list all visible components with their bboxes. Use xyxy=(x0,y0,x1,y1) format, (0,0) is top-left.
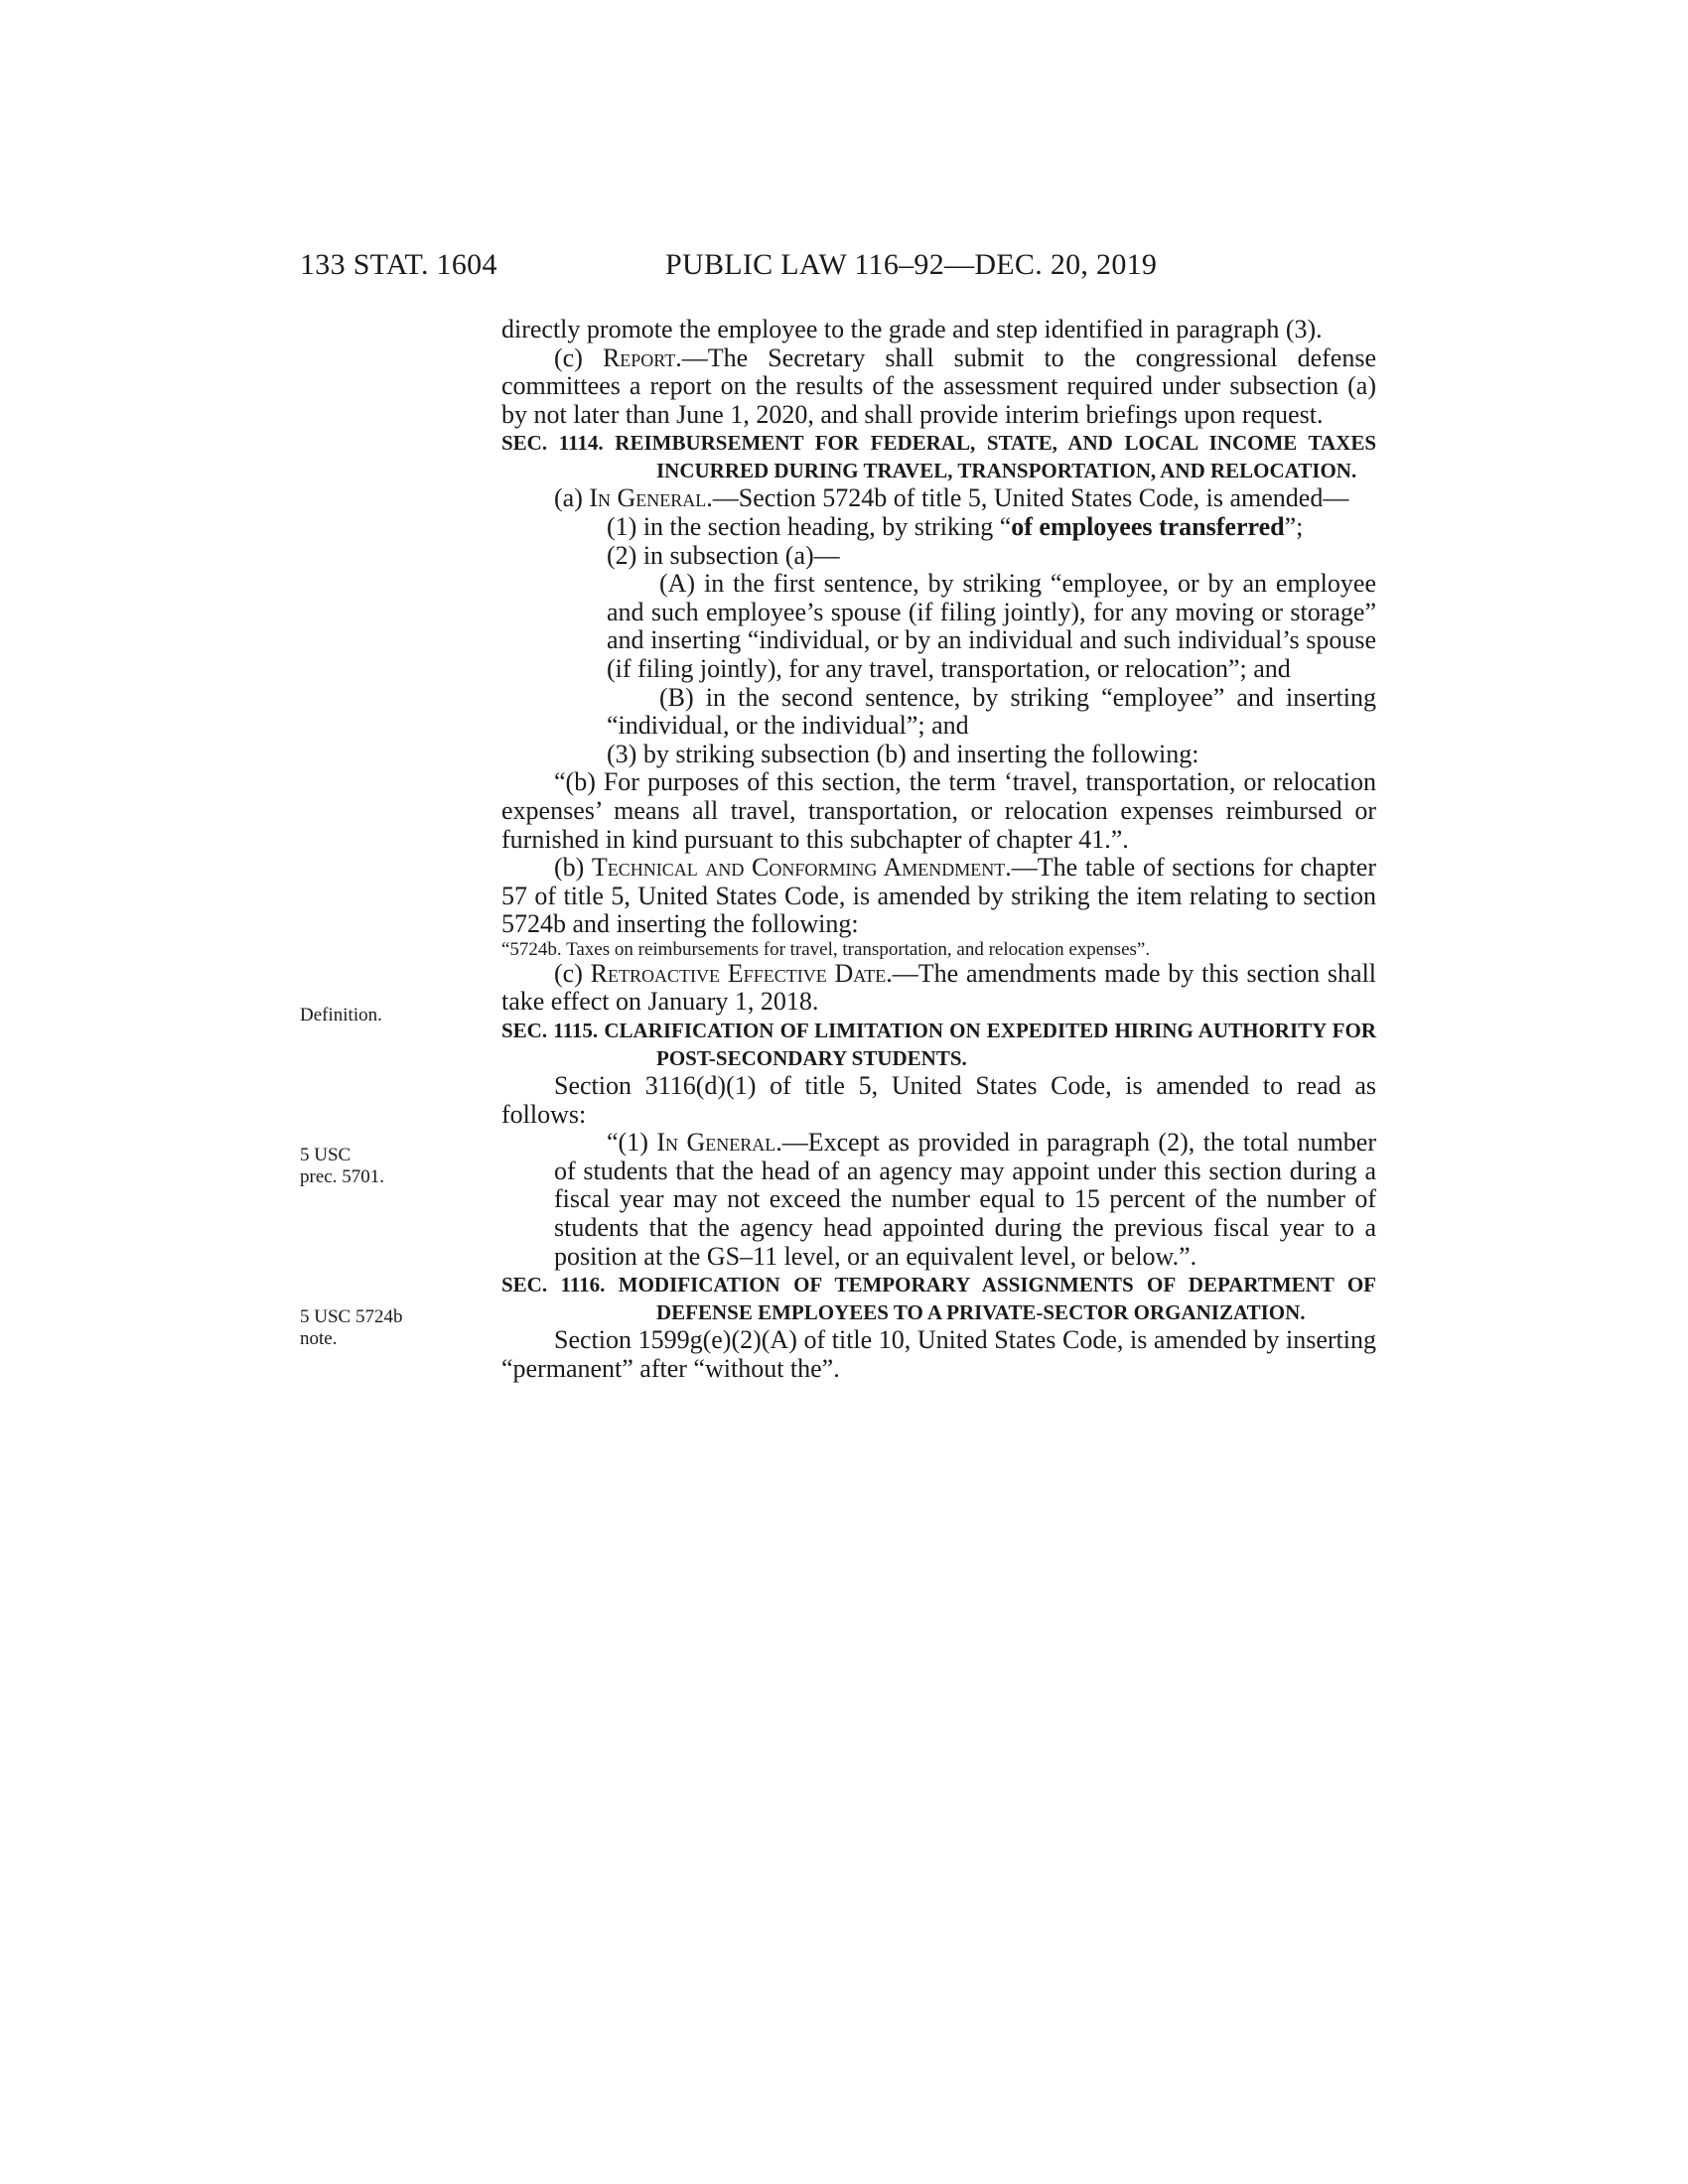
margin-note-definition: Definition. xyxy=(300,1005,382,1025)
paragraph-heading: In General xyxy=(656,1128,776,1158)
quoted-paragraph-1 xyxy=(501,1129,1376,1271)
paragraph-continuation: directly promote the employee to the grade and step identified in paragraph (3). xyxy=(501,315,1323,343)
section-1115-text: Section 3116(d)(1) of title 5, United States Code, is amended to read as follows: xyxy=(501,1071,1376,1129)
paragraph-text: .—The Secretary shall submit to the congressional defense committees a report on the results of the assessment required under subsection (a) by not later than June 1, 2020, and shall provide interim briefings upon request. xyxy=(501,342,1377,429)
subparagraph-a2A: (A) in the first sentence, by striking “employee, or by an employee and such employee’s spouse (if filing jointly), for any moving or storage” and inserting “individual, or by an individual and such individual’s spouse (if filing jointly), for any travel, transportation, or relocation”; and xyxy=(607,569,1376,683)
public-law-title: PUBLIC LAW 116–92—DEC. 20, 2019 xyxy=(665,248,1158,281)
section-1116-heading: SEC. 1116. MODIFICATION OF TEMPORARY ASSIGNMENTS OF DEPARTMENT OF DEFENSE EMPLOYEES TO A PRIVATE-SECTOR ORGANIZATION. xyxy=(501,1273,1376,1325)
paragraph-text: (1) in the section heading, by striking “ xyxy=(607,511,1012,541)
section-1116-text: Section 1599g(e)(2)(A) of title 10, United States Code, is amended by inserting “permanent” after “without the”. xyxy=(501,1325,1376,1383)
paragraph-label: (b) xyxy=(554,853,592,883)
subsection-b xyxy=(501,854,1376,939)
margin-note-usc-prec xyxy=(300,1145,419,1188)
subsection-c xyxy=(501,960,1376,1017)
struck-text: of employees transferred xyxy=(1011,511,1285,541)
subparagraph-a2B: (B) in the second sentence, by striking “employee” and inserting “individual, or the individual”; and xyxy=(607,682,1376,741)
margin-note-line: 5 USC 5724b xyxy=(300,1306,403,1327)
section-1115-heading: SEC. 1115. CLARIFICATION OF LIMITATION ON EXPEDITED HIRING AUTHORITY FOR POST-SECONDARY STUDENTS. xyxy=(501,1019,1376,1071)
running-header xyxy=(300,248,1376,288)
margin-note-line: prec. 5701. xyxy=(300,1166,384,1187)
paragraph-label: “(1) xyxy=(607,1128,657,1158)
document-body xyxy=(501,316,1376,1383)
paragraph-text: .—The amendments made by this section shall take effect on January 1, 2018. xyxy=(501,958,1377,1017)
margin-note-line: 5 USC xyxy=(300,1145,352,1165)
quoted-subsection-b: “(b) For purposes of this section, the term ‘travel, transportation, or relocation expenses’ means all travel, transportation, or relocation expenses reimbursed or furnished in kind pursuant to this subchapter of chapter 41.”. xyxy=(501,767,1376,854)
paragraph-c-report xyxy=(501,344,1376,430)
paragraph-label: (a) xyxy=(554,483,590,513)
paragraph-text: .—Except as provided in paragraph (2), the total number of students that the head of an agency may appoint under this section during a fiscal year may not exceed the number equal to 15 percent of the number of students that the agency head appointed during the previous fiscal year to a position at the GS–11 level, or an equivalent level, or below.”. xyxy=(554,1128,1377,1271)
paragraph-text: .—Section 5724b of title 5, United States Code, is amended— xyxy=(706,483,1349,513)
paragraph-a1 xyxy=(501,513,1376,542)
subsection-a xyxy=(501,484,1376,513)
paragraph-text: .—The table of sections for chapter 57 of title 5, United States Code, is amended by striking the item relating to section 5724b and inserting the following: xyxy=(501,853,1376,939)
margin-note-usc-5724b xyxy=(300,1306,419,1350)
table-of-sections-item: “5724b. Taxes on reimbursements for travel, transportation, and relocation expenses”. xyxy=(501,938,1151,960)
paragraph-heading: Retroactive Effective Date xyxy=(590,958,887,988)
paragraph-a3: (3) by striking subsection (b) and inserting the following: xyxy=(607,739,1199,768)
margin-note-line: note. xyxy=(300,1328,338,1349)
statute-page-number: 133 STAT. 1604 xyxy=(300,248,497,281)
section-1114-heading: SEC. 1114. REIMBURSEMENT FOR FEDERAL, STATE, AND LOCAL INCOME TAXES INCURRED DURING TRAVEL, TRANSPORTATION, AND RELOCATION. xyxy=(501,431,1376,483)
paragraph-heading: Report xyxy=(602,342,676,372)
paragraph-label: (c) xyxy=(554,342,603,372)
paragraph-heading: Technical and Conforming Amendment xyxy=(591,853,1006,883)
paragraph-text: ”; xyxy=(1284,511,1304,541)
paragraph-label: (c) xyxy=(554,958,591,988)
paragraph-heading: In General xyxy=(589,483,707,513)
paragraph-a2: (2) in subsection (a)— xyxy=(607,540,840,570)
